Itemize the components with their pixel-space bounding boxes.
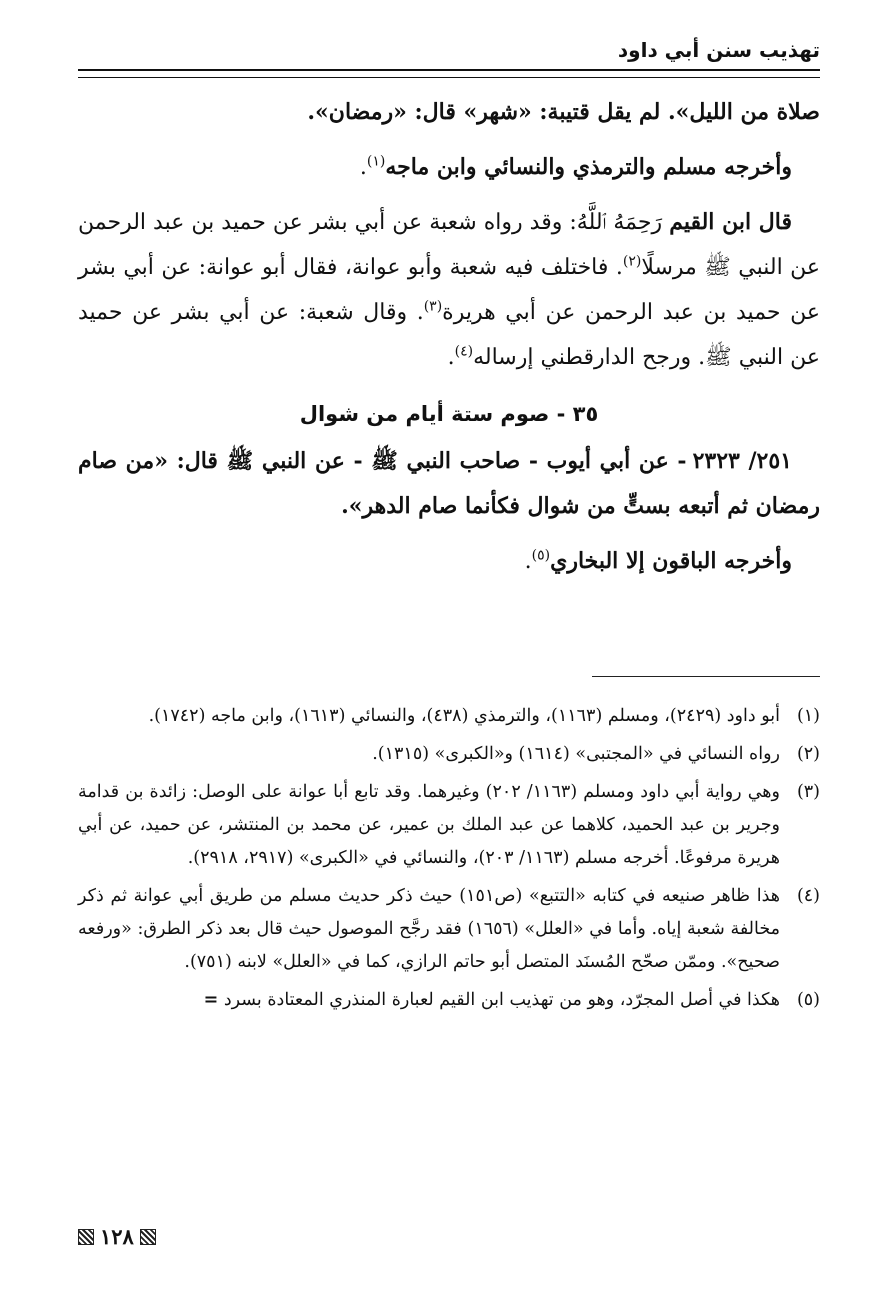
footnote-text: هذا ظاهر صنيعه في كتابه «التتبع» (ص١٥١) حيث ذكر حديث مسلم من طريق أبي عوانة ثم ذكر مخالفة شعبة إياه. وأما في «العلل» (١٦٥٦) فقد رجَّح الموصول حيث قال بعد ذكر الطرق: «ورفعه صحيح». وممّن صحّح المُسنَد المتصل أبو حاتم الرازي، كما في «العلل» لابنه (٧٥١).	[78, 886, 781, 972]
honorific: رَحِمَهُ ٱللَّهُ	[576, 210, 663, 235]
footnote-number: (١)	[796, 706, 820, 726]
section-title: ٣٥ - صوم ستة أيام من شوال	[299, 402, 599, 426]
speaker-ibn-qayyim: قال ابن القيم	[669, 209, 793, 235]
footnote-ref-1[interactable]: (١)	[366, 153, 386, 170]
footnote-number: (٢)	[796, 744, 820, 764]
footnote-ref-4[interactable]: (٤)	[454, 343, 474, 360]
paragraph-5: وأخرجه الباقون إلا البخاري$^{(٥)}$.	[524, 547, 792, 574]
book-page	[78, 36, 820, 1266]
ornament-icon	[140, 1229, 156, 1245]
footnote-text: رواه النسائي في «المجتبى» (١٦١٤) و«الكبرى» (١٣١٥).	[372, 744, 780, 764]
footnote-5	[78, 984, 820, 1017]
hadith-text: - عن أبي أيوب - صاحب النبي ﷺ - عن النبي ﷺ قال: «من صام رمضان ثم أتبعه بستٍّ من شوال فكأنما صام الدهر».	[78, 448, 820, 519]
footnote-ref-2[interactable]: (٢)	[622, 253, 642, 270]
paragraph-1: صلاة من الليل». لم يقل قتيبة: «شهر» قال: «رمضان».	[307, 99, 820, 125]
footnote-number: (٣)	[796, 782, 820, 802]
running-title: تهذيب سنن أبي داود	[617, 38, 820, 62]
footnote-number: (٤)	[796, 886, 820, 906]
footnote-2	[78, 738, 820, 771]
footnote-text: وهي رواية أبي داود ومسلم (١١٦٣/ ٢٠٢) وغيرهما. وقد تابع أبا عوانة على الوصل: زائدة بن قدامة وجرير بن عبد الحميد، كلاهما عن عبد الملك بن عمير، عن محمد بن المنتشر، عن حميد، عن أبي هريرة مرفوعًا. أخرجه مسلم (١١٦٣/ ٢٠٣)، والنسائي في «الكبرى» (٢٩١٧، ٢٩١٨).	[78, 782, 780, 868]
ornament-icon	[78, 1229, 94, 1245]
hadith-number: ٢٥١/ ٢٣٢٣	[692, 448, 792, 474]
footnote-number: (٥)	[796, 990, 820, 1010]
footnote-1	[78, 700, 820, 733]
footnote-separator	[592, 676, 820, 677]
page-number: ١٢٨	[100, 1224, 134, 1249]
continuation-mark: =	[203, 990, 219, 1010]
paragraph-ibn-qayyim: قال ابن القيم رَحِمَهُ ٱللَّهُ: وقد رواه شعبة عن أبي بشر عن حميد بن عبد الرحمن عن النبي ﷺ مرسلًا$^{(٢)}$. فاختلف فيه شعبة وأبو عوانة، فقال أبو عوانة: عن أبي بشر عن حميد بن عبد الرحمن عن أبي هريرة$^{(٣)}$. وقال شعبة: عن أبي بشر عن حميد عن النبي ﷺ. ورجح الدارقطني إرساله$^{(٤)}$.	[78, 209, 820, 370]
header-double-rule	[78, 69, 820, 78]
footnote-ref-5[interactable]: (٥)	[531, 547, 551, 564]
footnote-3	[78, 776, 820, 875]
footnote-ref-3[interactable]: (٣)	[423, 298, 443, 315]
hadith-paragraph	[78, 439, 820, 529]
footnote-4	[78, 880, 820, 979]
page-number-block	[78, 1224, 156, 1249]
main-text	[78, 90, 820, 584]
footnote-text: أبو داود (٢٤٢٩)، ومسلم (١١٦٣)، والترمذي (٤٣٨)، والنسائي (١٦١٣)، وابن ماجه (١٧٤٢).	[148, 706, 780, 726]
footnotes	[78, 700, 820, 1022]
footnote-text: هكذا في أصل المجرّد، وهو من تهذيب ابن القيم لعبارة المنذري المعتادة بسرد =	[203, 990, 780, 1010]
paragraph-2: وأخرجه مسلم والترمذي والنسائي وابن ماجه$^{(١)}$.	[359, 153, 792, 180]
